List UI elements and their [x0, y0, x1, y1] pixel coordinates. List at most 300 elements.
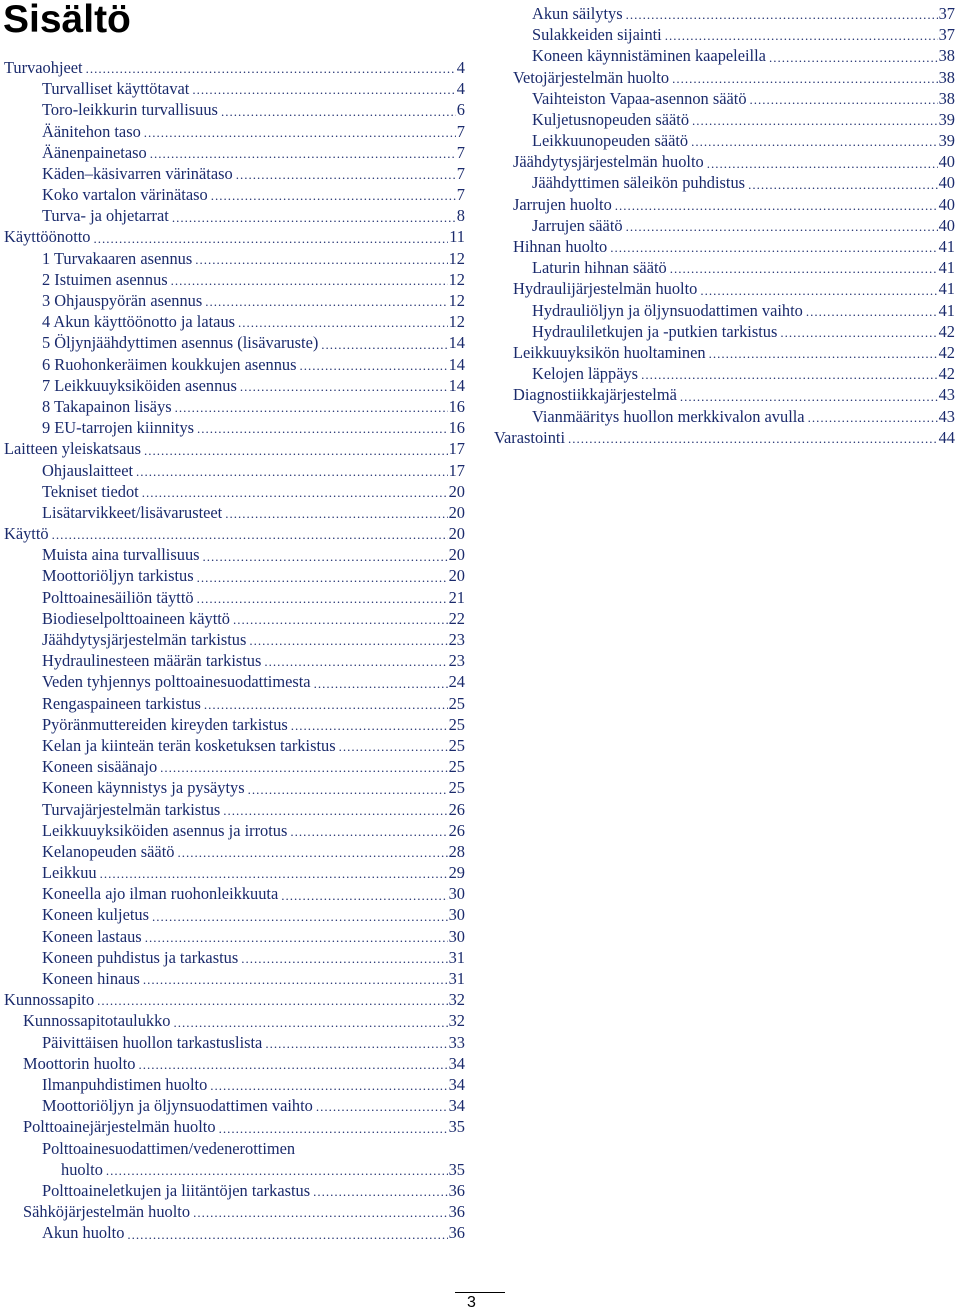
- toc-entry-label: Leikkuunopeuden säätö: [532, 131, 689, 151]
- toc-entry-page: 25: [448, 778, 465, 798]
- toc-entry-label: 9 EU-tarrojen kiinnitys: [42, 418, 195, 438]
- toc-entry-page: 32: [448, 1011, 465, 1031]
- toc-entry[interactable]: [0, 1010, 465, 1031]
- toc-entry[interactable]: [0, 587, 465, 608]
- toc-entry[interactable]: [0, 354, 465, 375]
- toc-leader-dots: [160, 759, 447, 777]
- toc-entry[interactable]: [0, 78, 465, 99]
- toc-entry[interactable]: [0, 968, 465, 989]
- toc-entry-page: 31: [448, 969, 465, 989]
- toc-leader-dots: [748, 176, 938, 194]
- toc-entry-label: Sähköjärjestelmän huolto: [23, 1202, 191, 1222]
- toc-entry[interactable]: [490, 215, 955, 236]
- toc-entry-page: 44: [938, 427, 955, 447]
- toc-entry-label: Päivittäisen huollon tarkastuslista: [42, 1032, 263, 1052]
- toc-leader-dots: [143, 971, 448, 989]
- toc-entry[interactable]: [490, 300, 955, 321]
- toc-leader-dots: [299, 357, 447, 375]
- toc-leader-dots: [264, 653, 447, 671]
- toc-leader-dots: [240, 378, 448, 396]
- toc-entry[interactable]: [490, 88, 955, 109]
- toc-entry[interactable]: [490, 342, 955, 363]
- toc-leader-dots: [221, 103, 456, 121]
- toc-leader-dots: [568, 430, 938, 448]
- toc-leader-dots: [197, 420, 448, 438]
- toc-entry-page: 24: [448, 672, 465, 692]
- toc-leader-dots: [204, 696, 448, 714]
- toc-entry-page: 8: [456, 206, 465, 226]
- toc-entry[interactable]: [0, 544, 465, 565]
- toc-entry[interactable]: [0, 502, 465, 523]
- toc-entry-label: Moottorin huolto: [23, 1053, 136, 1073]
- toc-entry[interactable]: [490, 321, 955, 342]
- toc-leader-dots: [641, 366, 938, 384]
- toc-entry-page: 38: [938, 67, 955, 87]
- toc-entry[interactable]: [0, 799, 465, 820]
- toc-entry-page: 30: [448, 926, 465, 946]
- toc-entry-label: Kunnossapitotaulukko: [23, 1011, 171, 1031]
- toc-entry-page: 7: [456, 163, 465, 183]
- toc-entry-label: Ohjauslaitteet: [42, 460, 134, 480]
- toc-entry-page: 40: [938, 173, 955, 193]
- toc-entry[interactable]: [490, 257, 955, 278]
- toc-entry[interactable]: [0, 608, 465, 629]
- toc-entry-page: 12: [448, 291, 465, 311]
- toc-leader-dots: [192, 81, 455, 99]
- toc-entry[interactable]: [490, 67, 955, 88]
- toc-entry-page: 4: [456, 57, 465, 77]
- toc-entry[interactable]: [490, 3, 955, 24]
- toc-entry-page: 43: [938, 385, 955, 405]
- toc-entry-page: 37: [938, 3, 955, 23]
- toc-entry-label: Jäähdyttimen säleikön puhdistus: [532, 173, 746, 193]
- toc-entry-label: Polttoainejärjestelmän huolto: [23, 1117, 216, 1137]
- toc-leader-dots: [52, 526, 448, 544]
- toc-entry[interactable]: [490, 173, 955, 194]
- toc-entry-page: 42: [938, 364, 955, 384]
- toc-entry-label: Toro-leikkurin turvallisuus: [42, 100, 218, 120]
- toc-entry-page: 38: [938, 88, 955, 108]
- toc-entry-label: Muista aina turvallisuus: [42, 545, 200, 565]
- toc-entry-page: 23: [448, 630, 465, 650]
- toc-entry[interactable]: [490, 109, 955, 130]
- toc-entry-label: Ilmanpuhdistimen huolto: [42, 1074, 208, 1094]
- toc-entry-label: Jarrujen huolto: [513, 194, 612, 214]
- toc-entry-label: Polttoainesäiliön täyttö: [42, 587, 194, 607]
- toc-entry-label: Jäähdytysjärjestelmän huolto: [513, 152, 704, 172]
- toc-entry-label: Turvaohjeet: [4, 57, 83, 77]
- toc-entry-label: Koko vartalon värinätaso: [42, 185, 208, 205]
- toc-leader-dots: [314, 675, 448, 693]
- toc-entry-label: Käyttö: [4, 524, 49, 544]
- toc-entry-page: 20: [448, 545, 465, 565]
- toc-entry-page: 21: [448, 587, 465, 607]
- toc-entry[interactable]: [0, 311, 465, 332]
- toc-entry[interactable]: [0, 523, 465, 544]
- toc-entry-label: Koneen hinaus: [42, 969, 140, 989]
- toc-entry[interactable]: [0, 290, 465, 311]
- toc-leader-dots: [150, 145, 456, 163]
- toc-leader-dots: [670, 260, 938, 278]
- toc-entry-label: 1 Turvakaaren asennus: [42, 248, 193, 268]
- toc-entry-label: Kelanopeuden säätö: [42, 841, 175, 861]
- toc-entry[interactable]: [0, 438, 465, 459]
- toc-entry-label: Äänitehon taso: [42, 121, 141, 141]
- toc-leader-dots: [86, 60, 456, 78]
- toc-entry[interactable]: [0, 629, 465, 650]
- toc-entry-page: 20: [448, 566, 465, 586]
- toc-entry[interactable]: [0, 862, 465, 883]
- toc-entry[interactable]: [0, 99, 465, 120]
- toc-entry[interactable]: [0, 163, 465, 184]
- toc-entry[interactable]: [0, 777, 465, 798]
- toc-entry[interactable]: [0, 650, 465, 671]
- toc-leader-dots: [172, 209, 456, 227]
- toc-leader-dots: [177, 844, 447, 862]
- toc-entry-label: Koneen lastaus: [42, 926, 142, 946]
- toc-leader-dots: [97, 992, 447, 1010]
- toc-entry[interactable]: [0, 926, 465, 947]
- toc-entry-page: 25: [448, 693, 465, 713]
- toc-leader-dots: [265, 1035, 447, 1053]
- toc-entry[interactable]: [0, 883, 465, 904]
- toc-entry[interactable]: [0, 1180, 465, 1201]
- toc-entry-page: 41: [938, 258, 955, 278]
- toc-entry-page: 20: [448, 524, 465, 544]
- toc-entry[interactable]: [490, 363, 955, 384]
- toc-leader-dots: [100, 865, 448, 883]
- toc-entry-page: 39: [938, 109, 955, 129]
- toc-entry-label: 2 Istuimen asennus: [42, 269, 168, 289]
- toc-entry-page: 38: [938, 46, 955, 66]
- toc-entry[interactable]: [0, 417, 465, 438]
- toc-entry-page: 20: [448, 502, 465, 522]
- toc-entry[interactable]: [490, 278, 955, 299]
- toc-leader-dots: [626, 218, 938, 236]
- toc-entry[interactable]: [0, 1032, 465, 1053]
- toc-entry[interactable]: [0, 227, 465, 248]
- toc-entry[interactable]: [0, 1053, 465, 1074]
- toc-entry-label: Jäähdytysjärjestelmän tarkistus: [42, 630, 247, 650]
- toc-entry[interactable]: [0, 1222, 465, 1243]
- toc-entry-label: Veden tyhjennys polttoainesuodattimesta: [42, 672, 311, 692]
- toc-entry-label: Turvajärjestelmän tarkistus: [42, 799, 221, 819]
- toc-entry[interactable]: [0, 375, 465, 396]
- toc-entry[interactable]: [0, 121, 465, 142]
- toc-entry[interactable]: [490, 151, 955, 172]
- toc-leader-dots: [238, 314, 448, 332]
- toc-leader-dots: [808, 409, 938, 427]
- toc-entry-label: Diagnostiikkajärjestelmä: [513, 385, 677, 405]
- toc-leader-dots: [615, 197, 938, 215]
- toc-entry[interactable]: [0, 735, 465, 756]
- toc-leader-dots: [127, 1226, 447, 1244]
- toc-entry-label: Varastointi: [494, 427, 566, 447]
- toc-entry[interactable]: [0, 142, 465, 163]
- toc-leader-dots: [175, 399, 448, 417]
- toc-entry-page: 20: [448, 481, 465, 501]
- toc-entry-page: 30: [448, 884, 465, 904]
- toc-leader-dots: [672, 70, 937, 88]
- toc-entry-page: 14: [448, 333, 465, 353]
- toc-entry[interactable]: [0, 396, 465, 417]
- toc-entry-label: Äänenpainetaso: [42, 142, 147, 162]
- toc-entry-page: 30: [448, 905, 465, 925]
- toc-entry-page: 40: [938, 194, 955, 214]
- toc-leader-dots: [769, 49, 938, 67]
- toc-entry-page: 28: [448, 841, 465, 861]
- toc-entry-label: Vaihteiston Vapaa-asennon säätö: [532, 88, 747, 108]
- toc-entry[interactable]: [490, 45, 955, 66]
- toc-entry-page: 16: [448, 396, 465, 416]
- toc-leader-dots: [610, 239, 937, 257]
- toc-leader-dots: [249, 632, 447, 650]
- toc-entry[interactable]: [490, 236, 955, 257]
- toc-entry-label: Polttoainesuodattimen/vedenerottimen: [42, 1138, 296, 1158]
- toc-entry-page: 7: [456, 185, 465, 205]
- toc-entry-label: Turvalliset käyttötavat: [42, 79, 190, 99]
- toc-leader-dots: [145, 929, 448, 947]
- toc-entry-page: 43: [938, 406, 955, 426]
- toc-entry-page: 25: [448, 757, 465, 777]
- toc-entry-label: Pyöränmuttereiden kireyden tarkistus: [42, 714, 288, 734]
- toc-entry-label: Koneen kuljetus: [42, 905, 149, 925]
- toc-entry[interactable]: [0, 460, 465, 481]
- toc-entry[interactable]: [0, 820, 465, 841]
- toc-leader-dots: [321, 336, 447, 354]
- toc-leader-dots: [171, 272, 448, 290]
- toc-entry-label: Akun säilytys: [532, 3, 623, 23]
- toc-entry-label: Moottoriöljyn tarkistus: [42, 566, 194, 586]
- toc-entry-page: 17: [448, 460, 465, 480]
- toc-entry-label: Laitteen yleiskatsaus: [4, 439, 141, 459]
- toc-leader-dots: [700, 282, 937, 300]
- toc-entry-label: Rengaspaineen tarkistus: [42, 693, 201, 713]
- toc-entry-label: 7 Leikkuuyksiköiden asennus: [42, 375, 237, 395]
- toc-entry-label: Biodieselpolttoaineen käyttö: [42, 608, 230, 628]
- toc-entry[interactable]: [0, 989, 465, 1010]
- toc-leader-dots: [136, 463, 448, 481]
- toc-entry-label: Hihnan huolto: [513, 237, 608, 257]
- toc-entry-page: 36: [448, 1202, 465, 1222]
- toc-leader-dots: [144, 124, 456, 142]
- toc-leader-dots: [316, 1098, 448, 1116]
- toc-leader-dots: [665, 27, 938, 45]
- toc-entry-page: 14: [448, 375, 465, 395]
- toc-leader-dots: [193, 1204, 448, 1222]
- toc-entry[interactable]: [0, 248, 465, 269]
- toc-entry-page: 31: [448, 947, 465, 967]
- toc-entry[interactable]: [0, 671, 465, 692]
- toc-entry[interactable]: [0, 332, 465, 353]
- toc-entry-label: Leikkuuyksikön huoltaminen: [513, 342, 706, 362]
- toc-entry-page: 11: [449, 227, 465, 247]
- toc-leader-dots: [106, 1162, 448, 1180]
- toc-leader-dots: [195, 251, 447, 269]
- toc-entry-label: Leikkuu: [42, 863, 97, 883]
- toc-entry-page: 40: [938, 152, 955, 172]
- toc-entry-label: Lisätarvikkeet/lisävarusteet: [42, 502, 223, 522]
- toc-entry[interactable]: [0, 756, 465, 777]
- toc-entry-label: Hydraulinesteen määrän tarkistus: [42, 651, 262, 671]
- toc-entry[interactable]: [490, 130, 955, 151]
- toc-entry-page: 41: [938, 237, 955, 257]
- toc-entry-label: Moottoriöljyn ja öljynsuodattimen vaihto: [42, 1096, 313, 1116]
- toc-entry-label: Akun huolto: [42, 1223, 125, 1243]
- toc-entry-page: 33: [448, 1032, 465, 1052]
- toc-leader-dots: [806, 303, 938, 321]
- toc-entry-label: Turva- ja ohjetarrat: [42, 206, 169, 226]
- toc-leader-dots: [197, 590, 448, 608]
- toc-leader-dots: [94, 230, 449, 248]
- toc-entry[interactable]: [0, 269, 465, 290]
- toc-entry-label: Hydraulijärjestelmän huolto: [513, 279, 698, 299]
- toc-entry-label: Kuljetusnopeuden säätö: [532, 109, 690, 129]
- page-title: Sisältö: [3, 0, 131, 41]
- toc-entry-label: Laturin hihnan säätö: [532, 258, 667, 278]
- page-number: 3: [467, 1294, 476, 1311]
- toc-entry-label: Hydrauliletkujen ja -putkien tarkistus: [532, 321, 778, 341]
- toc-entry-label: Käyttöönotto: [4, 227, 91, 247]
- toc-leader-dots: [313, 1183, 448, 1201]
- toc-column-right: [490, 3, 955, 448]
- toc-leader-dots: [291, 717, 448, 735]
- toc-entry-label: Sulakkeiden sijainti: [532, 25, 662, 45]
- toc-entry-label: Koneen käynnistys ja pysäytys: [42, 778, 245, 798]
- toc-leader-dots: [236, 166, 456, 184]
- toc-entry-label: Koneen puhdistus ja tarkastus: [42, 947, 239, 967]
- toc-leader-dots: [241, 950, 447, 968]
- toc-leader-dots: [197, 569, 448, 587]
- toc-entry-page: 34: [448, 1074, 465, 1094]
- toc-entry[interactable]: [0, 57, 465, 78]
- toc-entry-page: 17: [448, 439, 465, 459]
- toc-entry-page: 37: [938, 25, 955, 45]
- toc-entry[interactable]: [0, 714, 465, 735]
- toc-entry-page: 7: [456, 142, 465, 162]
- toc-leader-dots: [680, 388, 938, 406]
- toc-leader-dots: [219, 1120, 448, 1138]
- toc-entry-page: 26: [448, 820, 465, 840]
- toc-entry-label: Kelojen läppäys: [532, 364, 639, 384]
- toc-entry-page: 4: [456, 79, 465, 99]
- toc-entry-label: 8 Takapainon lisäys: [42, 396, 172, 416]
- toc-entry-page: 7: [456, 121, 465, 141]
- toc-entry-page: 41: [938, 300, 955, 320]
- toc-entry[interactable]: [0, 947, 465, 968]
- toc-entry-label: 4 Akun käyttöönotto ja lataus: [42, 312, 236, 332]
- toc-entry[interactable]: [490, 384, 955, 405]
- toc-entry-page: 14: [448, 354, 465, 374]
- toc-leader-dots: [339, 738, 448, 756]
- footer-divider: [455, 1292, 505, 1293]
- toc-leader-dots: [692, 112, 938, 130]
- toc-entry[interactable]: [0, 184, 465, 205]
- toc-leader-dots: [142, 484, 448, 502]
- toc-entry-label: Koneella ajo ilman ruohonleikkuuta: [42, 884, 279, 904]
- toc-entry-page: 41: [938, 279, 955, 299]
- toc-leader-dots: [248, 781, 448, 799]
- toc-entry-page: 32: [448, 990, 465, 1010]
- toc-entry[interactable]: [0, 1201, 465, 1222]
- toc-entry-label: 6 Ruohonkeräimen koukkujen asennus: [42, 354, 297, 374]
- toc-leader-dots: [138, 1056, 447, 1074]
- toc-entry[interactable]: [0, 1138, 465, 1159]
- toc-leader-dots: [210, 1077, 447, 1095]
- toc-leader-dots: [709, 345, 938, 363]
- toc-entry[interactable]: [0, 1095, 465, 1116]
- toc-entry-label: Polttoaineletkujen ja liitäntöjen tarkastus: [42, 1180, 311, 1200]
- toc-entry[interactable]: [490, 427, 955, 448]
- toc-entry[interactable]: [0, 841, 465, 862]
- toc-entry-page: 36: [448, 1180, 465, 1200]
- toc-leader-dots: [203, 548, 448, 566]
- toc-entry[interactable]: [0, 1159, 465, 1180]
- toc-entry-page: 34: [448, 1096, 465, 1116]
- toc-entry[interactable]: [0, 566, 465, 587]
- toc-entry-page: 12: [448, 312, 465, 332]
- toc-entry[interactable]: [490, 406, 955, 427]
- toc-entry-label: Kelan ja kiinteän terän kosketuksen tarkistus: [42, 735, 336, 755]
- toc-entry[interactable]: [0, 481, 465, 502]
- toc-leader-dots: [626, 6, 938, 24]
- toc-entry[interactable]: [490, 194, 955, 215]
- toc-entry-page: 42: [938, 321, 955, 341]
- toc-leader-dots: [152, 908, 448, 926]
- toc-entry-label: Koneen käynnistäminen kaapeleilla: [532, 46, 766, 66]
- toc-leader-dots: [290, 823, 447, 841]
- toc-entry-page: 42: [938, 342, 955, 362]
- toc-entry[interactable]: [0, 205, 465, 226]
- toc-entry-label: Kunnossapito: [4, 990, 95, 1010]
- toc-entry-label: huolto: [61, 1159, 103, 1179]
- toc-entry[interactable]: [0, 1074, 465, 1095]
- toc-entry-label: 5 Öljynjäähdyttimen asennus (lisävaruste): [42, 333, 319, 353]
- toc-entry-page: 40: [938, 215, 955, 235]
- toc-entry-label: Leikkuuyksiköiden asennus ja irrotus: [42, 820, 288, 840]
- toc-entry-page: 39: [938, 131, 955, 151]
- toc-leader-dots: [691, 133, 937, 151]
- toc-entry[interactable]: [0, 905, 465, 926]
- toc-leader-dots: [211, 187, 456, 205]
- toc-entry-label: Koneen sisäänajo: [42, 757, 158, 777]
- toc-entry-label: Hydrauliöljyn ja öljynsuodattimen vaihto: [532, 300, 803, 320]
- toc-entry-label: Tekniset tiedot: [42, 481, 139, 501]
- toc-entry-label: Vianmääritys huollon merkkivalon avulla: [532, 406, 805, 426]
- toc-entry-page: 25: [448, 714, 465, 734]
- toc-entry[interactable]: [0, 1116, 465, 1137]
- toc-entry-page: 12: [448, 269, 465, 289]
- toc-entry-label: Käden–käsivarren värinätaso: [42, 163, 233, 183]
- toc-entry[interactable]: [490, 24, 955, 45]
- toc-entry-page: 23: [448, 651, 465, 671]
- toc-leader-dots: [225, 505, 447, 523]
- toc-leader-dots: [281, 887, 447, 905]
- toc-entry-page: 16: [448, 418, 465, 438]
- toc-leader-dots: [750, 91, 938, 109]
- toc-entry-label: 3 Ohjauspyörän asennus: [42, 291, 203, 311]
- toc-entry-label: Jarrujen säätö: [532, 215, 623, 235]
- toc-leader-dots: [144, 442, 448, 460]
- toc-entry[interactable]: [0, 693, 465, 714]
- toc-column-left: [0, 57, 465, 1244]
- toc-entry-page: 34: [448, 1053, 465, 1073]
- toc-entry-page: 29: [448, 863, 465, 883]
- toc-entry-page: 35: [448, 1159, 465, 1179]
- toc-leader-dots: [223, 802, 447, 820]
- toc-entry-page: 12: [448, 248, 465, 268]
- toc-leader-dots: [174, 1014, 448, 1032]
